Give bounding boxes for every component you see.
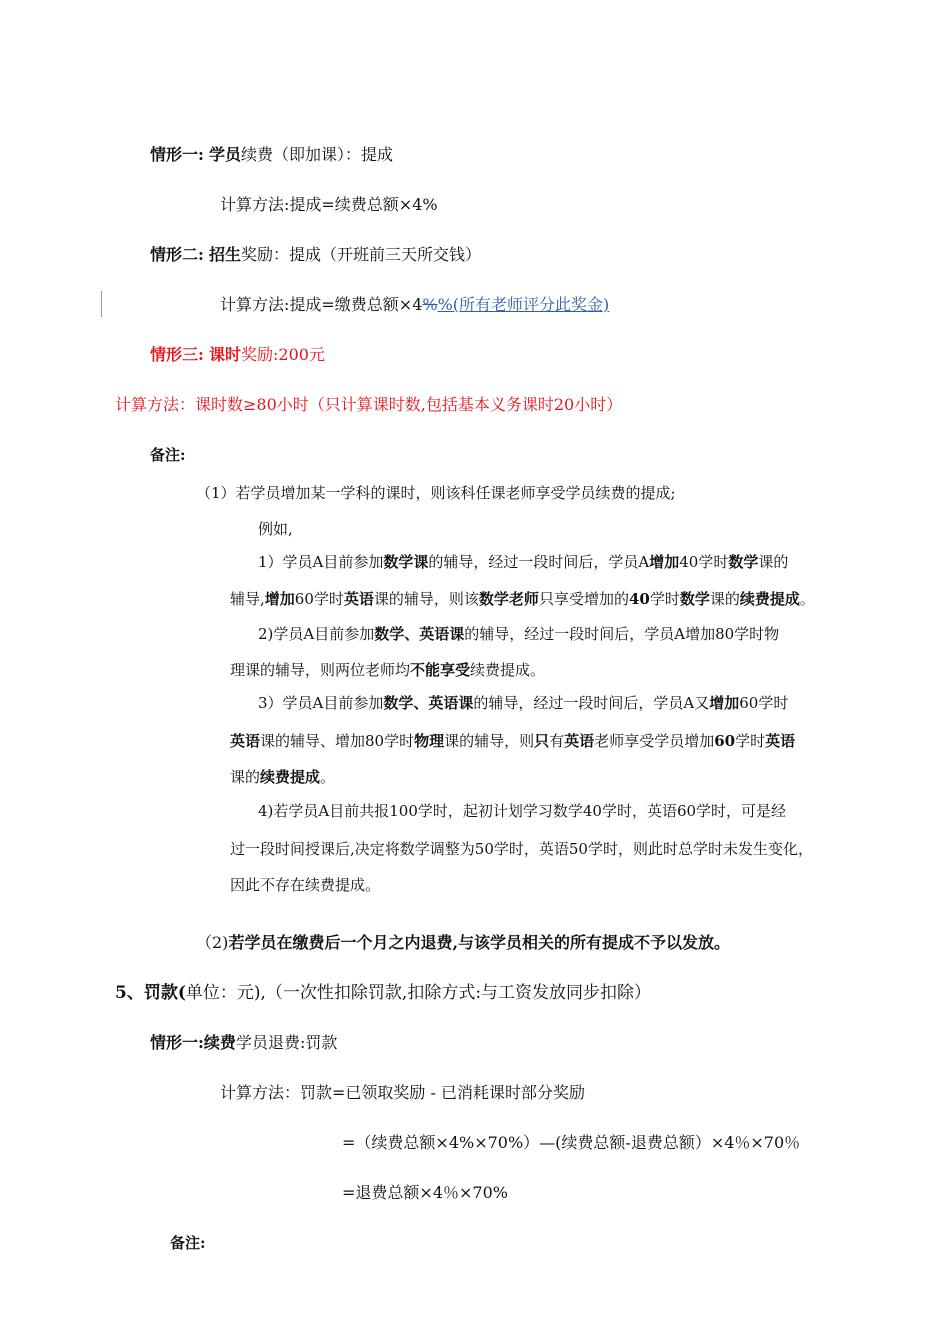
section-5-title: 5、罚款(	[115, 983, 186, 1003]
note1: （1）若学员增加某一学科的课时，则该科任课老师享受学员续费的提成;	[196, 484, 676, 502]
penalty-calc3: =退费总额×4％×70%	[342, 1183, 508, 1202]
calc2-deleted: %	[422, 295, 438, 314]
ex2-l1-0: 2)学员A目前参加	[258, 625, 375, 643]
ex1-l2-12: 。	[799, 590, 815, 608]
ex1-l1-5: 数学	[728, 553, 759, 571]
ex2-l2-1: 不能享受	[410, 661, 471, 679]
ex3-l2-7: 老师享受学员增加	[594, 732, 715, 750]
case2-line	[150, 244, 481, 266]
ex1-l1-2: 的辅导，经过一段时间后，学员A	[428, 553, 650, 571]
case1-bold: 学员	[209, 145, 242, 164]
ex3-l2-6: 英语	[564, 732, 595, 750]
ex1-l2-5: 数学老师	[478, 590, 539, 608]
penalty-case1	[150, 1032, 337, 1054]
case2-label: 情形二:	[150, 245, 204, 264]
note2-prefix: （2)	[196, 933, 229, 952]
ex1-l2-3: 英语	[343, 590, 374, 608]
ex2-l2-0: 理课的辅导，则两位老师均	[230, 661, 411, 679]
ex2-l1-1: 数学、英语课	[374, 625, 465, 643]
ex1-line1	[258, 551, 788, 573]
ex1-l2-8: 学时	[649, 590, 680, 608]
ex2-line1	[258, 623, 779, 645]
case2-text: 奖励：提成（开班前三天所交钱）	[241, 245, 482, 264]
ex1-l2-2: 60学时	[294, 590, 344, 608]
calc3-line: 计算方法：课时数≥80小时（只计算课时数,包括基本义务课时20小时）	[115, 395, 623, 414]
ex3-l3-1: 续费提成	[260, 768, 321, 786]
ex4-line3: 因此不存在续费提成。	[230, 876, 381, 894]
case3-label: 情形三:	[150, 345, 204, 364]
penalty-case1-text: 学员退费:罚款	[235, 1033, 338, 1052]
case1-label: 情形一:	[150, 145, 204, 164]
ex3-l2-8: 60	[714, 732, 736, 750]
ex3-l3-2: 。	[320, 768, 336, 786]
ex2-l2-2: 续费提成。	[470, 661, 546, 679]
ex3-l1-3: 增加	[709, 694, 740, 712]
case3-text: 奖励:200元	[241, 345, 325, 364]
ex1-l1-3: 增加	[649, 553, 680, 571]
ex4-line2: 过一段时间授课后,决定将数学调整为50学时，英语50学时，则此时总学时未发生变化，	[230, 840, 813, 858]
ex3-l2-2: 物理	[414, 732, 445, 750]
ex1-l2-9: 数学	[679, 590, 710, 608]
penalty-case1-bold: 续费	[203, 1033, 236, 1052]
ex1-l2-6: 只享受增加的	[538, 590, 629, 608]
ex1-l1-6: 课的	[758, 553, 789, 571]
ex3-l2-0: 英语	[230, 732, 261, 750]
ex3-l2-9: 学时	[735, 732, 766, 750]
case3-bold: 课时	[209, 345, 242, 364]
note2	[196, 932, 730, 954]
example-label: 例如,	[258, 520, 293, 538]
calc2-line	[220, 294, 609, 316]
calc1-line: 计算方法:提成=续费总额×4%	[220, 195, 438, 214]
ex1-l1-0: 1）学员A目前参加	[258, 553, 384, 571]
ex3-l2-10: 英语	[765, 732, 796, 750]
ex3-l1-1: 数学、英语课	[383, 694, 474, 712]
note2-text: 若学员在缴费后一个月之内退费,与该学员相关的所有提成不予以发放。	[228, 933, 731, 952]
penalty-calc2: =（续费总额×4%×70%）—(续费总额-退费总额）×4％×70％	[342, 1133, 801, 1152]
ex1-l1-1: 数学课	[383, 553, 429, 571]
ex3-l2-1: 课的辅导、增加80学时	[260, 732, 415, 750]
case1-text: 续费（即加课）：提成	[241, 145, 394, 164]
ex2-l1-2: 的辅导，经过一段时间后，学员A增加80学时物	[464, 625, 780, 643]
ex1-l2-11: 续费提成	[739, 590, 800, 608]
section-5-heading	[115, 982, 651, 1004]
notes-label: 备注:	[150, 446, 186, 464]
ex1-l2-0: 辅导,	[230, 590, 265, 608]
case3-line	[150, 344, 325, 366]
ex3-line3	[230, 766, 335, 788]
ex1-l2-7: 40	[628, 590, 650, 608]
penalty-case1-label: 情形一:	[150, 1033, 204, 1052]
revision-bar	[101, 291, 102, 317]
ex1-l2-10: 课的	[709, 590, 740, 608]
ex3-line1	[258, 692, 788, 714]
penalty-calc1: 计算方法：罚款=已领取奖励 - 已消耗课时部分奖励	[220, 1083, 585, 1102]
ex3-l2-4: 只	[534, 732, 550, 750]
section-5-text: 单位：元),（一次性扣除罚款,扣除方式:与工资发放同步扣除）	[185, 983, 652, 1003]
ex1-line2	[230, 588, 815, 610]
ex1-l1-4: 40学时	[679, 553, 729, 571]
ex2-line2	[230, 659, 545, 681]
ex3-l1-0: 3）学员A目前参加	[258, 694, 384, 712]
case1-line	[150, 144, 393, 166]
calc2-prefix: 计算方法:提成=缴费总额×4	[220, 295, 423, 314]
ex3-l3-0: 课的	[230, 768, 261, 786]
ex3-l2-5: 有	[549, 732, 565, 750]
ex3-line2	[230, 730, 795, 752]
ex1-l2-4: 课的辅导，则该	[373, 590, 479, 608]
case2-bold: 招生	[209, 245, 242, 264]
ex4-line1: 4)若学员A目前共报100学时，起初计划学习数学40学时，英语60学时，可是经	[258, 802, 787, 820]
calc2-inserted: %(所有老师评分此奖金)	[437, 295, 610, 314]
ex1-l2-1: 增加	[264, 590, 295, 608]
notes-label-2: 备注:	[170, 1234, 206, 1252]
ex3-l1-4: 60学时	[739, 694, 789, 712]
ex3-l1-2: 的辅导，经过一段时间后，学员A又	[473, 694, 710, 712]
ex3-l2-3: 课的辅导，则	[444, 732, 535, 750]
